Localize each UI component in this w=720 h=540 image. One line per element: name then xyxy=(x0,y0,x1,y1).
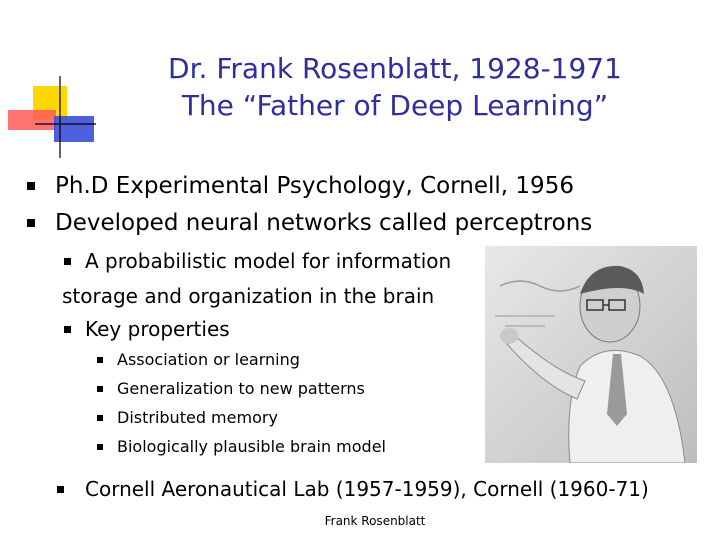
square-bullet-icon xyxy=(97,386,103,392)
square-bullet-icon xyxy=(97,444,103,450)
property-item: Distributed memory xyxy=(117,408,278,427)
square-bullet-icon xyxy=(64,326,71,333)
bullet-cornell-lab: Cornell Aeronautical Lab (1957-1959), Cornell (1960-71) xyxy=(85,477,649,501)
square-bullet-icon xyxy=(97,357,103,363)
sub-bullet-probabilistic-line2: storage and organization in the brain xyxy=(62,284,435,308)
sub-bullet-key-properties: Key properties xyxy=(85,317,230,341)
title-line-1: Dr. Frank Rosenblatt, 1928-1971 xyxy=(168,52,622,85)
bullet-perceptrons: Developed neural networks called perceptrons xyxy=(55,210,593,236)
portrait-photo xyxy=(485,246,697,463)
property-item: Generalization to new patterns xyxy=(117,379,365,398)
title-line-2: The “Father of Deep Learning” xyxy=(181,89,609,122)
slide-footer: Frank Rosenblatt xyxy=(324,514,426,528)
square-bullet-icon xyxy=(97,415,103,421)
sub-bullet-probabilistic-line1: A probabilistic model for information xyxy=(85,249,452,273)
property-item: Biologically plausible brain model xyxy=(117,437,386,456)
square-bullet-icon xyxy=(64,258,71,265)
square-bullet-icon xyxy=(27,182,35,190)
property-item: Association or learning xyxy=(117,350,300,369)
square-bullet-icon xyxy=(27,219,35,227)
square-bullet-icon xyxy=(57,486,64,493)
color-blocks-logo xyxy=(0,0,110,170)
bullet-phd: Ph.D Experimental Psychology, Cornell, 1956 xyxy=(55,173,574,199)
slide-title xyxy=(95,50,695,124)
